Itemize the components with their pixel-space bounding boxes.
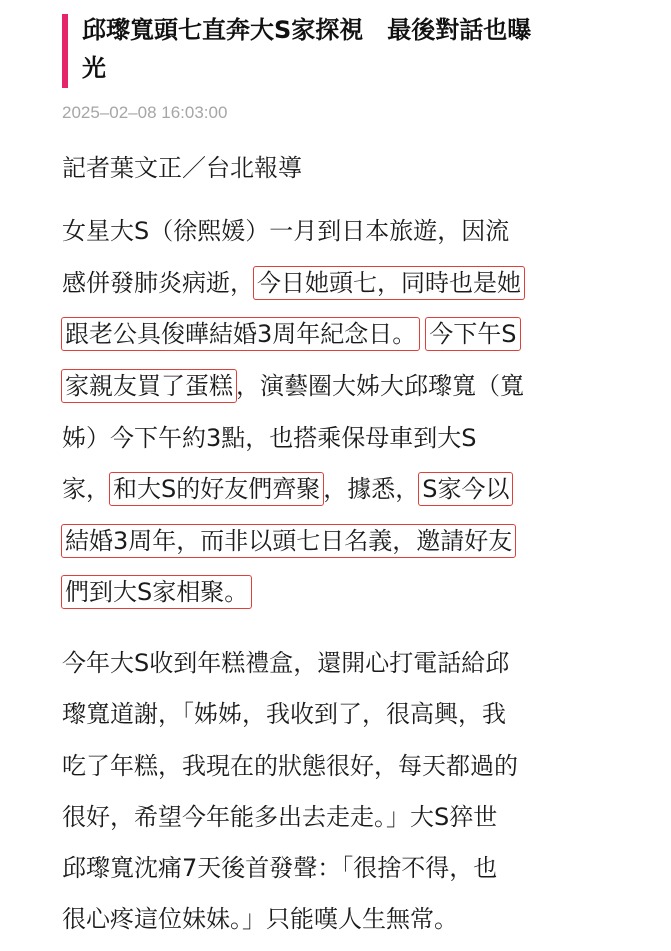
- paragraph-2-line-6: 很心疼這位妹妹。」只能嘆人生無常。: [62, 905, 458, 933]
- highlighted-text: 家親友買了蛋糕: [61, 369, 237, 403]
- paragraph-1-line-3: [62, 317, 520, 351]
- article-header: [62, 12, 622, 88]
- paragraph-1-line-2: [62, 266, 524, 300]
- text-segment: 感併發肺炎病逝，: [62, 269, 254, 297]
- title-accent-bar: [62, 14, 68, 88]
- highlighted-text: S家今以: [418, 472, 513, 506]
- paragraph-2-line-4: 很好，希望今年能多出去走走。」大S猝世: [62, 803, 498, 831]
- article-byline: 記者葉文正／台北報導: [62, 154, 302, 182]
- text-segment: 家，: [62, 475, 110, 503]
- highlighted-text: 今下午S: [425, 317, 520, 351]
- paragraph-1-line-1: 女星大S（徐熙媛）一月到日本旅遊，因流: [62, 217, 510, 245]
- paragraph-1-line-4: [62, 369, 524, 403]
- text-segment: ，據悉，: [323, 475, 420, 503]
- highlighted-text: 今日她頭七，同時也是她: [253, 266, 525, 300]
- text-segment: ，演藝圈大姊大邱瓈寬（寬: [236, 372, 524, 400]
- paragraph-2-line-5: 邱瓈寬沈痛7天後首發聲：「很捨不得，也: [62, 854, 498, 882]
- paragraph-1-line-7: [62, 524, 515, 558]
- highlighted-text: 跟老公具俊曄結婚3周年紀念日。: [61, 317, 420, 351]
- paragraph-1-line-8: [62, 575, 251, 609]
- paragraph-2-line-3: 吃了年糕，我現在的狀態很好，每天都過的: [62, 752, 518, 780]
- paragraph-1-line-6: [62, 472, 512, 506]
- highlighted-text: 結婚3周年，而非以頭七日名義，邀請好友: [61, 524, 516, 558]
- highlighted-text: 們到大S家相聚。: [61, 575, 252, 609]
- paragraph-2-line-2: 瓈寬道謝，「姊姊，我收到了，很高興，我: [62, 700, 506, 728]
- publish-timestamp: 2025–02–08 16:03:00: [62, 103, 228, 122]
- article-title-line-1: 邱瓈寬頭七直奔大S家探視 最後對話也曝: [82, 16, 532, 44]
- article-title-line-2: 光: [82, 54, 106, 82]
- highlighted-text: 和大S的好友們齊聚: [109, 472, 324, 506]
- paragraph-1-line-5: 姊）今下午約3點，也搭乘保母車到大S: [62, 424, 477, 452]
- paragraph-2-line-1: 今年大S收到年糕禮盒，還開心打電話給邱: [62, 649, 510, 677]
